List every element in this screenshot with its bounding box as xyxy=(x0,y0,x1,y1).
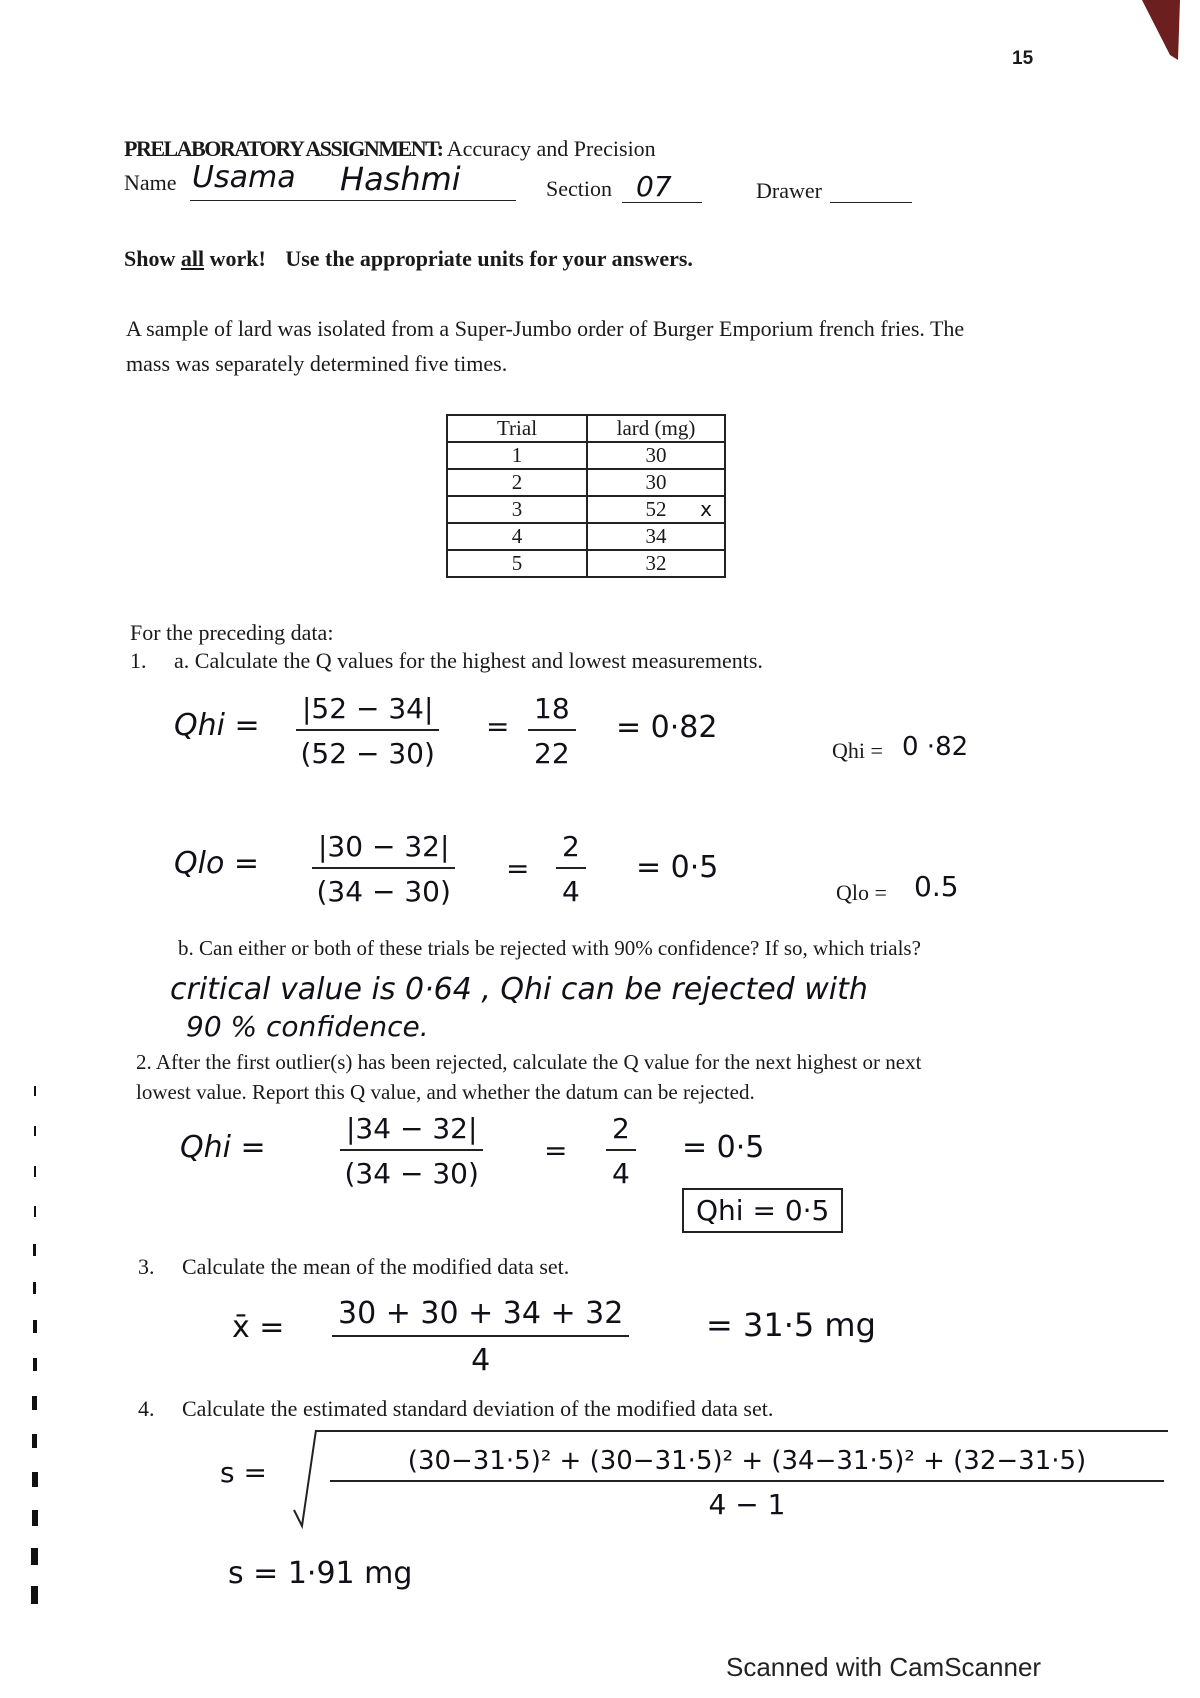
instructions-show: Show xyxy=(124,246,176,271)
q2-simplified-numerator: 2 xyxy=(606,1112,636,1151)
name-label: Name xyxy=(124,170,177,195)
assignment-title: Accuracy and Precision xyxy=(446,136,656,161)
q2-equals: = xyxy=(544,1134,568,1167)
qlo-lhs: Qlo = xyxy=(174,846,259,881)
drawer-underline xyxy=(830,202,912,203)
qhi-simplified-numerator: 18 xyxy=(528,692,576,731)
q2-result: = 0·5 xyxy=(682,1130,765,1165)
q1b-answer-line-2: 90 % confidence. xyxy=(186,1010,429,1043)
q4-denominator: 4 − 1 xyxy=(708,1488,786,1521)
q1b-answer-line-1: critical value is 0·64 , Qhi can be rejected with xyxy=(170,972,868,1007)
q2-denominator: (34 − 30) xyxy=(344,1157,479,1190)
section-label: Section xyxy=(546,176,612,201)
q2-fraction xyxy=(340,1112,483,1190)
qhi-answer: 0 ·82 xyxy=(902,732,969,762)
square-root-bar xyxy=(316,1430,1168,1432)
trial-cell: 3 xyxy=(447,496,587,523)
q3-result: = 31·5 mg xyxy=(706,1306,876,1344)
qhi-simplified xyxy=(528,692,576,770)
qlo-simplified xyxy=(556,830,586,908)
table-row xyxy=(447,496,725,523)
instructions-work: work! xyxy=(209,246,266,271)
q3-text: Calculate the mean of the modified data set. xyxy=(182,1254,570,1279)
qlo-result: = 0·5 xyxy=(636,850,719,885)
qhi-label: Qhi = xyxy=(832,738,883,763)
page-number: 15 xyxy=(1012,48,1034,69)
q1-number: 1. xyxy=(130,648,147,673)
table-row xyxy=(447,442,725,469)
name-last: Hashmi xyxy=(340,160,461,198)
qlo-simplified-denominator: 4 xyxy=(562,875,580,908)
section-value: 07 xyxy=(636,170,672,203)
lard-data-table xyxy=(446,414,726,578)
q3-numerator: 30 + 30 + 34 + 32 xyxy=(332,1296,629,1337)
qlo-simplified-numerator: 2 xyxy=(556,830,586,869)
assignment-prefix: PRELABORATORY ASSIGNMENT: xyxy=(124,136,443,161)
qhi-lhs: Qhi = xyxy=(174,708,260,743)
q1b-text: b. Can either or both of these trials be rejected with 90% confidence? If so, which trials? xyxy=(178,936,921,960)
trial-cell: 2 xyxy=(447,469,587,496)
q2-text-line-1: 2. After the first outlier(s) has been rejected, calculate the Q value for the next highest or next xyxy=(136,1050,922,1074)
table-header-mass: lard (mg) xyxy=(587,415,725,442)
instructions-units: Use the appropriate units for your answers. xyxy=(285,246,693,271)
instructions xyxy=(124,246,693,272)
qhi-simplified-denominator: 22 xyxy=(534,737,570,770)
trial-cell: 4 xyxy=(447,523,587,550)
intro-line-1: A sample of lard was isolated from a Super-Jumbo order of Burger Emporium french fries. The xyxy=(126,316,965,341)
q2-boxed-answer: Qhi = 0·5 xyxy=(682,1188,843,1233)
q4-answer: s = 1·91 mg xyxy=(228,1556,413,1591)
qlo-fraction xyxy=(312,830,455,908)
square-root-sign xyxy=(290,1426,320,1536)
mass-cell: 30 xyxy=(587,442,725,469)
q1a-text: a. Calculate the Q values for the highest and lowest measurements. xyxy=(174,648,763,673)
qhi-equals: = xyxy=(486,710,510,743)
mass-cell: 30 xyxy=(587,469,725,496)
camscanner-watermark: Scanned with CamScanner xyxy=(726,1652,1042,1682)
name-first: Usama xyxy=(192,160,296,195)
outlier-x-mark: x xyxy=(700,497,712,521)
q2-simplified xyxy=(606,1112,636,1190)
table-header-row xyxy=(447,415,725,442)
qlo-answer: 0.5 xyxy=(914,870,959,903)
mass-value: 52 xyxy=(645,497,667,521)
q2-text-line-2: lowest value. Report this Q value, and whether the datum can be rejected. xyxy=(136,1080,755,1104)
qlo-numerator: |30 − 32| xyxy=(312,830,455,869)
q3-number: 3. xyxy=(138,1254,155,1279)
scan-corner-mark xyxy=(1130,0,1200,70)
q2-numerator: |34 − 32| xyxy=(340,1112,483,1151)
left-margin-marks xyxy=(26,1086,46,1606)
q3-denominator: 4 xyxy=(471,1343,491,1378)
preceding-label: For the preceding data: xyxy=(130,620,334,645)
mass-cell: 34 xyxy=(587,523,725,550)
q3-fraction xyxy=(332,1296,629,1378)
table-header-trial: Trial xyxy=(447,415,587,442)
q4-lhs: s = xyxy=(220,1456,267,1489)
qhi-result: = 0·82 xyxy=(616,710,718,745)
qhi-numerator: |52 − 34| xyxy=(296,692,439,731)
table-row xyxy=(447,523,725,550)
mass-cell: 32 xyxy=(587,550,725,577)
trial-cell: 1 xyxy=(447,442,587,469)
q2-simplified-denominator: 4 xyxy=(612,1157,630,1190)
instructions-all: all xyxy=(180,246,205,271)
name-underline xyxy=(190,200,516,201)
mass-cell xyxy=(587,496,725,523)
q2-lhs: Qhi = xyxy=(180,1130,266,1165)
q4-numerator: (30−31·5)² + (30−31·5)² + (34−31·5)² + (32−31·5) xyxy=(330,1446,1164,1482)
qhi-fraction xyxy=(296,692,439,770)
qlo-denominator: (34 − 30) xyxy=(316,875,451,908)
trial-cell: 5 xyxy=(447,550,587,577)
assignment-heading xyxy=(124,136,656,162)
qlo-equals: = xyxy=(506,852,530,885)
q4-fraction xyxy=(330,1446,1164,1521)
table-row xyxy=(447,469,725,496)
q3-lhs: x̄ = xyxy=(232,1310,285,1345)
intro-line-2: mass was separately determined five times. xyxy=(126,351,508,376)
qlo-label: Qlo = xyxy=(836,880,887,905)
q4-text: Calculate the estimated standard deviation of the modified data set. xyxy=(182,1396,774,1421)
q4-number: 4. xyxy=(138,1396,155,1421)
drawer-label: Drawer xyxy=(756,178,822,203)
qhi-denominator: (52 − 30) xyxy=(300,737,435,770)
table-row xyxy=(447,550,725,577)
